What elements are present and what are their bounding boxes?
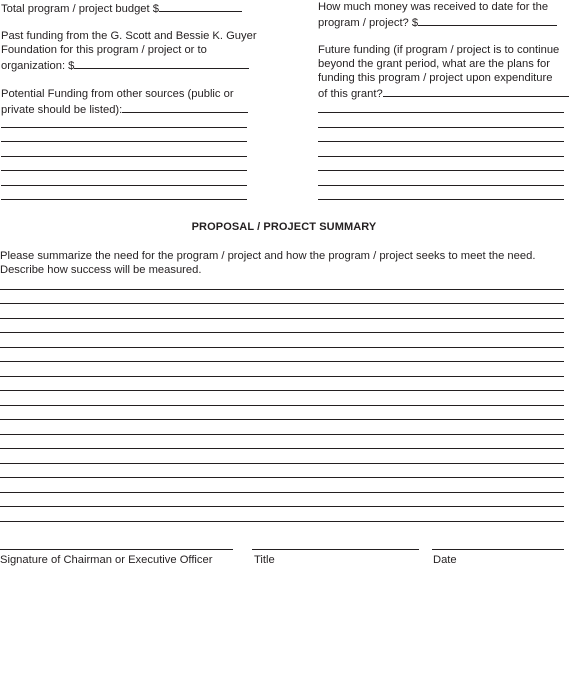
signature-line[interactable] (0, 549, 233, 550)
future-funding-label-line-2: beyond the grant period, what are the plans for (318, 58, 550, 70)
summary-line[interactable] (0, 492, 564, 493)
potential-funding-line[interactable] (1, 156, 247, 157)
summary-line[interactable] (0, 419, 564, 420)
budget-label: Total program / project budget $ (1, 3, 159, 15)
title-line[interactable] (252, 549, 419, 550)
summary-line[interactable] (0, 289, 564, 290)
signature-label: Signature of Chairman or Executive Officer (0, 554, 213, 566)
summary-line[interactable] (0, 434, 564, 435)
summary-line[interactable] (0, 448, 564, 449)
summary-line[interactable] (0, 506, 564, 507)
future-funding-line[interactable] (318, 185, 564, 186)
budget-input-line[interactable] (159, 0, 242, 12)
future-funding-label-line-3: funding this program / project upon expenditure (318, 72, 553, 84)
summary-instructions (0, 249, 572, 277)
future-funding-line[interactable] (318, 199, 564, 200)
potential-funding-line[interactable] (1, 199, 247, 200)
past-funding-input-line[interactable] (74, 57, 249, 69)
potential-funding-line[interactable] (1, 127, 247, 128)
past-funding-label-line-1: Past funding from the G. Scott and Bessie K. Guyer (1, 30, 257, 42)
summary-heading: PROPOSAL / PROJECT SUMMARY (191, 221, 377, 233)
summary-line[interactable] (0, 477, 564, 478)
received-label-line-2: program / project? (318, 17, 409, 29)
past-funding-field (1, 29, 261, 73)
potential-funding-input-line[interactable] (122, 101, 248, 113)
future-funding-label-line-4: of this grant? (318, 88, 383, 100)
summary-line[interactable] (0, 521, 564, 522)
summary-line[interactable] (0, 405, 564, 406)
summary-line[interactable] (0, 347, 564, 348)
summary-instructions-line-2: Describe how success will be measured. (0, 264, 202, 276)
summary-instructions-line-1: Please summarize the need for the program / project and how the program / project seeks to meet the need. (0, 250, 536, 262)
summary-line[interactable] (0, 303, 564, 304)
past-funding-label-line-2: Foundation for this program / project or to (1, 44, 207, 56)
potential-funding-line[interactable] (1, 141, 247, 142)
future-funding-input-line[interactable] (383, 85, 569, 97)
future-funding-label-line-1: Future funding (if program / project is to continue (318, 44, 560, 56)
date-line[interactable] (432, 549, 564, 550)
future-funding-line[interactable] (318, 141, 564, 142)
future-funding-field (318, 43, 572, 101)
potential-funding-label-line-1: Potential Funding from other sources (public or (1, 88, 234, 100)
budget-field (1, 0, 242, 16)
past-funding-currency: $ (68, 60, 75, 72)
received-input-line[interactable] (418, 14, 557, 26)
title-label: Title (254, 554, 275, 566)
future-funding-line[interactable] (318, 170, 564, 171)
received-currency: $ (411, 17, 419, 29)
summary-line[interactable] (0, 332, 564, 333)
summary-line[interactable] (0, 463, 564, 464)
future-funding-line[interactable] (318, 156, 564, 157)
future-funding-line[interactable] (318, 127, 564, 128)
potential-funding-label-line-2: private should be listed): (1, 104, 123, 116)
summary-line[interactable] (0, 376, 564, 377)
summary-line[interactable] (0, 390, 564, 391)
date-label: Date (433, 554, 457, 566)
potential-funding-line[interactable] (1, 185, 247, 186)
received-label-line-1: How much money was received to date for the (318, 1, 549, 13)
summary-line[interactable] (0, 361, 564, 362)
future-funding-line[interactable] (318, 112, 564, 113)
potential-funding-field (1, 87, 261, 117)
received-to-date-field (318, 0, 572, 30)
summary-line[interactable] (0, 318, 564, 319)
past-funding-label-line-3: organization: (1, 60, 66, 72)
potential-funding-line[interactable] (1, 170, 247, 171)
